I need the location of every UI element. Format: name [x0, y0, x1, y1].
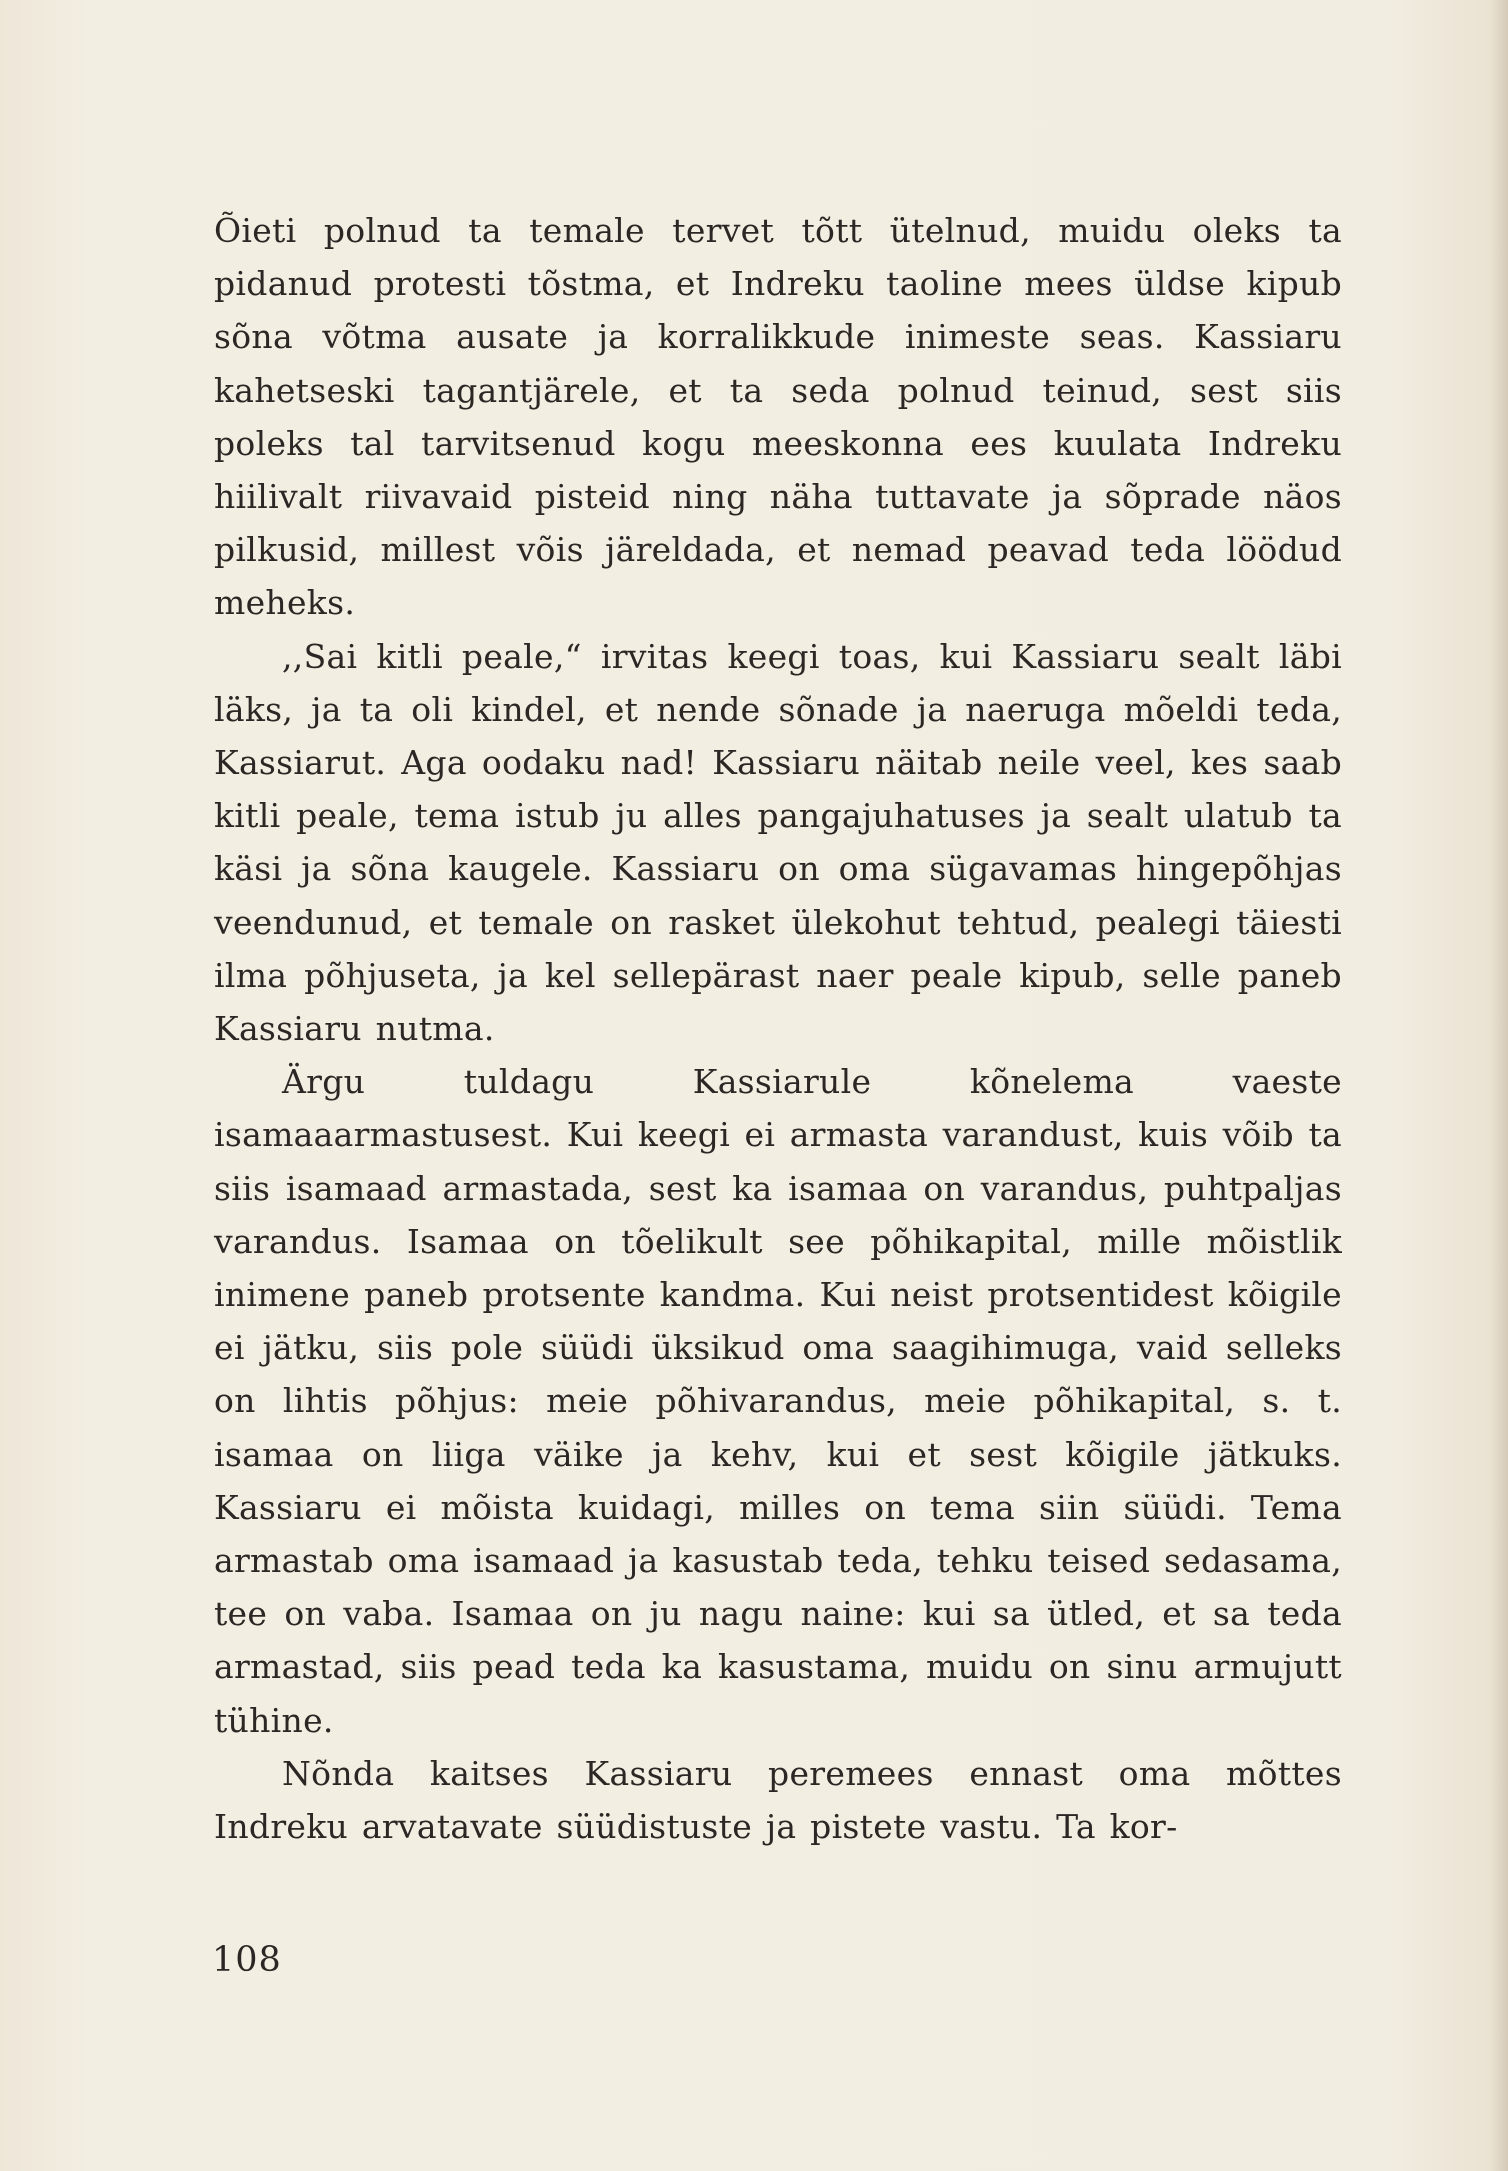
- paragraph-4: Nõnda kaitses Kassiaru peremees ennast oma mõttes Indreku arvatavate süüdistuste ja pistete vastu. Ta kor-: [214, 1753, 1342, 1847]
- page-edge-shadow: [1490, 0, 1508, 2171]
- paragraph-2: ,,Sai kitli peale,“ irvitas keegi toas, kui Kassiaru sealt läbi läks, ja ta oli kindel, et nende sõnade ja naeruga mõeldi teda, Kassiarut. Aga oodaku nad! Kassiaru näitab neile veel, kes saab kitli peale, tema istub ju alles pangajuhatuses ja sealt ulatub ta käsi ja sõna kaugele. Kassiaru on oma sügavamas hingepõhjas veendunud, et temale on rasket ülekohut tehtud, pealegi täiesti ilma põhjuseta, ja kel sellepärast naer peale kipub, selle paneb Kassiaru nutma.: [214, 636, 1342, 1049]
- page-number: 108: [212, 1940, 282, 1980]
- body-text: [214, 204, 1342, 1853]
- paragraph-1: Õieti polnud ta temale tervet tõtt ütelnud, muidu oleks ta pidanud protesti tõstma, et Indreku taoline mees üldse kipub sõna võtma ausate ja korralikkude inimeste seas. Kassiaru kahetseski tagantjärele, et ta seda polnud teinud, sest siis poleks tal tarvitsenud kogu meeskonna ees kuulata Indreku hiilivalt riivavaid pisteid ning näha tuttavate ja sõprade näos pilkusid, millest võis järeldada, et nemad peavad teda löödud meheks.: [214, 211, 1342, 623]
- paragraph-3: Ärgu tuldagu Kassiarule kõnelema vaeste isamaaarmastusest. Kui keegi ei armasta varandust, kuis võib ta siis isamaad armastada, sest ka isamaa on varandus, puhtpaljas varandus. Isamaa on tõelikult see põhikapital, mille mõistlik inimene paneb protsente kandma. Kui neist protsentidest kõigile ei jätku, siis pole süüdi üksikud oma saagihimuga, vaid selleks on lihtis põhjus: meie põhivarandus, meie põhikapital, s. t. isamaa on liiga väike ja kehv, kui et sest kõigile jätkuks. Kassiaru ei mõista kuidagi, milles on tema siin süüdi. Tema armastab oma isamaad ja kasustab teda, tehku teised sedasama, tee on vaba. Isamaa on ju nagu naine: kui sa ütled, et sa teda armastad, siis pead teda ka kasustama, muidu on sinu armujutt tühine.: [214, 1062, 1342, 1740]
